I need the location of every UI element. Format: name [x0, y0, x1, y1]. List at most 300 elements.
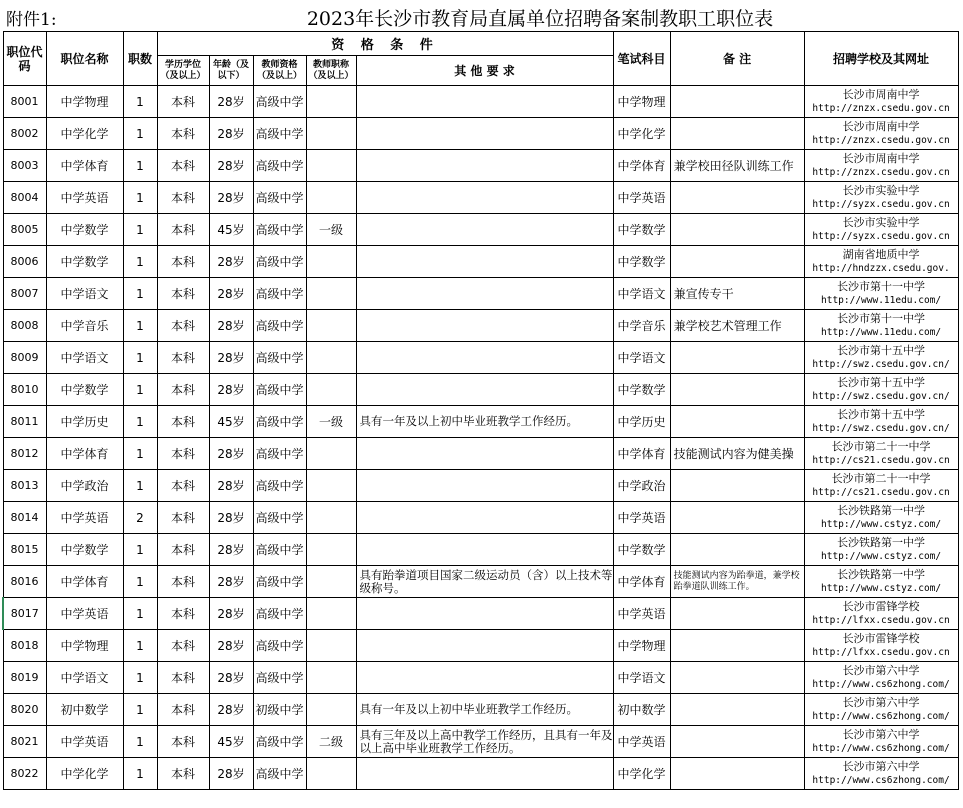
cell-title-rank: 一级 [306, 406, 356, 438]
table-row [3, 118, 958, 150]
cell-remark [670, 182, 804, 214]
cell-teacher-cert: 高级中学 [253, 182, 306, 214]
cell-school [804, 566, 958, 598]
cell-degree: 本科 [157, 726, 209, 758]
cell-exam: 中学数学 [613, 214, 670, 246]
cell-school [804, 86, 958, 118]
header-title-rank: 教师职称（及以上） [306, 56, 356, 86]
school-name: 长沙市实验中学 [842, 215, 920, 229]
table-row [3, 150, 958, 182]
cell-other: 具有一年及以上初中毕业班教学工作经历。 [356, 406, 613, 438]
cell-name: 中学音乐 [46, 310, 123, 342]
cell-remark: 兼学校艺术管理工作 [670, 310, 804, 342]
cell-count: 2 [123, 502, 157, 534]
cell-school [804, 470, 958, 502]
cell-remark [670, 726, 804, 758]
school-url: http://www.cs6zhong.com/ [812, 710, 950, 722]
cell-other [356, 150, 613, 182]
header-count: 职数 [123, 32, 157, 86]
cell-other [356, 374, 613, 406]
cell-title-rank [306, 598, 356, 630]
cell-name: 中学数学 [46, 534, 123, 566]
school-url: http://syzx.csedu.gov.cn [812, 198, 950, 210]
header-exam: 笔试科目 [613, 32, 670, 86]
table-row [3, 758, 958, 790]
header-name: 职位名称 [46, 32, 123, 86]
cell-exam: 中学英语 [613, 726, 670, 758]
cell-count: 1 [123, 470, 157, 502]
cell-name: 中学数学 [46, 214, 123, 246]
cell-code: 8017 [3, 598, 46, 630]
cell-count: 1 [123, 726, 157, 758]
school-url: http://www.cstyz.com/ [821, 518, 942, 530]
school-url: http://www.11edu.com/ [821, 326, 942, 338]
school-name: 长沙市第十一中学 [837, 279, 926, 293]
table-row [3, 726, 958, 758]
cell-name: 中学物理 [46, 630, 123, 662]
cell-age: 28岁 [209, 662, 253, 694]
cell-title-rank [306, 758, 356, 790]
cell-other: 具有三年及以上高中教学工作经历，且具有一年及以上高中毕业班教学工作经历。 [356, 726, 613, 758]
cell-other [356, 534, 613, 566]
cell-age: 28岁 [209, 438, 253, 470]
cell-remark: 兼宣传专干 [670, 278, 804, 310]
school-name: 长沙市第六中学 [842, 663, 920, 677]
cell-exam: 中学语文 [613, 278, 670, 310]
school-url: http://www.cstyz.com/ [821, 550, 942, 562]
school-url: http://cs21.csedu.gov.cn [812, 454, 950, 466]
cell-count: 1 [123, 118, 157, 150]
cell-exam: 中学语文 [613, 342, 670, 374]
cell-teacher-cert: 高级中学 [253, 470, 306, 502]
cell-name: 中学体育 [46, 566, 123, 598]
cell-name: 中学数学 [46, 374, 123, 406]
table-row [3, 214, 958, 246]
page-title: 2023年长沙市教育局直属单位招聘备案制教职工职位表 [306, 8, 774, 30]
cell-code: 8009 [3, 342, 46, 374]
cell-age: 28岁 [209, 374, 253, 406]
cell-other [356, 182, 613, 214]
table-row [3, 246, 958, 278]
table-row [3, 630, 958, 662]
cell-degree: 本科 [157, 406, 209, 438]
cell-code: 8002 [3, 118, 46, 150]
cell-other [356, 342, 613, 374]
cell-exam: 中学英语 [613, 502, 670, 534]
school-name: 长沙市实验中学 [842, 183, 920, 197]
cell-exam: 中学英语 [613, 182, 670, 214]
cell-title-rank [306, 118, 356, 150]
school-name: 长沙市周南中学 [842, 151, 920, 165]
cell-exam: 中学英语 [613, 598, 670, 630]
table-row [3, 342, 958, 374]
table-row [3, 374, 958, 406]
school-url: http://swz.csedu.gov.cn/ [812, 390, 950, 402]
cell-code: 8022 [3, 758, 46, 790]
cell-code: 8015 [3, 534, 46, 566]
cell-age: 28岁 [209, 470, 253, 502]
cell-count: 1 [123, 758, 157, 790]
school-name: 长沙市第十一中学 [837, 311, 926, 325]
cell-count: 1 [123, 534, 157, 566]
school-url: http://www.cstyz.com/ [821, 582, 942, 594]
cell-degree: 本科 [157, 662, 209, 694]
cell-degree: 本科 [157, 214, 209, 246]
cell-age: 28岁 [209, 758, 253, 790]
cell-remark [670, 246, 804, 278]
cell-exam: 中学历史 [613, 406, 670, 438]
cell-title-rank [306, 470, 356, 502]
cell-count: 1 [123, 214, 157, 246]
cell-teacher-cert: 高级中学 [253, 246, 306, 278]
cell-teacher-cert: 高级中学 [253, 310, 306, 342]
cell-code: 8006 [3, 246, 46, 278]
cell-title-rank [306, 278, 356, 310]
cell-name: 中学语文 [46, 662, 123, 694]
cell-remark [670, 662, 804, 694]
cell-count: 1 [123, 150, 157, 182]
header-code: 职位代码 [3, 32, 46, 86]
cell-count: 1 [123, 662, 157, 694]
cell-code: 8003 [3, 150, 46, 182]
cell-code: 8014 [3, 502, 46, 534]
school-name: 长沙市第十五中学 [837, 343, 926, 357]
table-row [3, 470, 958, 502]
table-row [3, 182, 958, 214]
cell-code: 8013 [3, 470, 46, 502]
cell-title-rank: 二级 [306, 726, 356, 758]
cell-school [804, 246, 958, 278]
cell-title-rank [306, 502, 356, 534]
school-name: 长沙铁路第一中学 [837, 503, 926, 517]
cell-code: 8004 [3, 182, 46, 214]
cell-school [804, 406, 958, 438]
cell-remark [670, 342, 804, 374]
header-remark: 备 注 [670, 32, 804, 86]
school-name: 湖南省地质中学 [842, 247, 920, 261]
table-row [3, 534, 958, 566]
cell-title-rank [306, 630, 356, 662]
cell-age: 45岁 [209, 214, 253, 246]
cell-age: 28岁 [209, 630, 253, 662]
cell-exam: 中学数学 [613, 534, 670, 566]
cell-other [356, 214, 613, 246]
cell-name: 中学政治 [46, 470, 123, 502]
cell-degree: 本科 [157, 630, 209, 662]
cell-other [356, 470, 613, 502]
cell-remark [670, 694, 804, 726]
positions-table [2, 31, 959, 790]
cell-remark: 技能测试内容为跆拳道，兼学校跆拳道队训练工作。 [670, 566, 804, 598]
cell-exam: 中学体育 [613, 566, 670, 598]
school-name: 长沙市第六中学 [842, 727, 920, 741]
school-name: 长沙铁路第一中学 [837, 535, 926, 549]
school-name: 长沙市雷锋学校 [842, 631, 920, 645]
cell-title-rank [306, 182, 356, 214]
cell-school [804, 502, 958, 534]
cell-school [804, 662, 958, 694]
cell-name: 中学物理 [46, 86, 123, 118]
title-bar [0, 0, 963, 31]
cell-name: 中学英语 [46, 182, 123, 214]
cell-teacher-cert: 高级中学 [253, 534, 306, 566]
cell-count: 1 [123, 374, 157, 406]
cell-age: 28岁 [209, 566, 253, 598]
cell-degree: 本科 [157, 310, 209, 342]
cell-name: 中学语文 [46, 278, 123, 310]
cell-code: 8012 [3, 438, 46, 470]
cell-teacher-cert: 初级中学 [253, 694, 306, 726]
cell-title-rank [306, 342, 356, 374]
cell-code: 8021 [3, 726, 46, 758]
cell-degree: 本科 [157, 182, 209, 214]
cell-exam: 中学音乐 [613, 310, 670, 342]
cell-code: 8007 [3, 278, 46, 310]
cell-other [356, 662, 613, 694]
cell-title-rank [306, 694, 356, 726]
cell-teacher-cert: 高级中学 [253, 630, 306, 662]
cell-exam: 中学语文 [613, 662, 670, 694]
cell-other: 具有一年及以上初中毕业班教学工作经历。 [356, 694, 613, 726]
cell-remark: 技能测试内容为健美操 [670, 438, 804, 470]
cell-exam: 中学体育 [613, 150, 670, 182]
cell-teacher-cert: 高级中学 [253, 598, 306, 630]
cell-count: 1 [123, 86, 157, 118]
school-url: http://cs21.csedu.gov.cn [812, 486, 950, 498]
cell-remark [670, 406, 804, 438]
cell-name: 中学化学 [46, 758, 123, 790]
cell-title-rank: 一级 [306, 214, 356, 246]
cell-name: 中学语文 [46, 342, 123, 374]
cell-teacher-cert: 高级中学 [253, 374, 306, 406]
school-url: http://lfxx.csedu.gov.cn [812, 614, 950, 626]
cell-title-rank [306, 534, 356, 566]
header-other: 其 他 要 求 [356, 56, 613, 86]
cell-title-rank [306, 438, 356, 470]
cell-other [356, 86, 613, 118]
cell-teacher-cert: 高级中学 [253, 278, 306, 310]
cell-degree: 本科 [157, 758, 209, 790]
cell-school [804, 598, 958, 630]
header-degree: 学历学位（及以上） [157, 56, 209, 86]
cell-age: 28岁 [209, 118, 253, 150]
cell-age: 45岁 [209, 726, 253, 758]
cell-name: 中学历史 [46, 406, 123, 438]
cell-code: 8005 [3, 214, 46, 246]
cell-school [804, 150, 958, 182]
school-url: http://swz.csedu.gov.cn/ [812, 422, 950, 434]
header-teacher-cert: 教师资格（及以上） [253, 56, 306, 86]
cell-teacher-cert: 高级中学 [253, 214, 306, 246]
cell-remark [670, 502, 804, 534]
school-name: 长沙市第六中学 [842, 695, 920, 709]
cell-school [804, 118, 958, 150]
cell-school [804, 694, 958, 726]
school-name: 长沙市周南中学 [842, 87, 920, 101]
cell-age: 28岁 [209, 694, 253, 726]
table-row [3, 662, 958, 694]
cell-code: 8020 [3, 694, 46, 726]
school-name: 长沙市第十五中学 [837, 407, 926, 421]
cell-teacher-cert: 高级中学 [253, 758, 306, 790]
cell-code: 8018 [3, 630, 46, 662]
school-url: http://www.cs6zhong.com/ [812, 678, 950, 690]
cell-age: 28岁 [209, 502, 253, 534]
cell-age: 28岁 [209, 278, 253, 310]
cell-exam: 中学体育 [613, 438, 670, 470]
table-row [3, 438, 958, 470]
cell-count: 1 [123, 278, 157, 310]
cell-degree: 本科 [157, 342, 209, 374]
cell-degree: 本科 [157, 118, 209, 150]
cell-teacher-cert: 高级中学 [253, 150, 306, 182]
cell-remark [670, 758, 804, 790]
header-school: 招聘学校及其网址 [804, 32, 958, 86]
cell-title-rank [306, 662, 356, 694]
cell-title-rank [306, 86, 356, 118]
cell-other [356, 310, 613, 342]
school-url: http://swz.csedu.gov.cn/ [812, 358, 950, 370]
cell-teacher-cert: 高级中学 [253, 726, 306, 758]
cell-school [804, 758, 958, 790]
table-row [3, 406, 958, 438]
cell-age: 28岁 [209, 342, 253, 374]
cell-remark: 兼学校田径队训练工作 [670, 150, 804, 182]
cell-exam: 中学物理 [613, 86, 670, 118]
school-url: http://lfxx.csedu.gov.cn [812, 646, 950, 658]
cell-title-rank [306, 150, 356, 182]
cell-count: 1 [123, 310, 157, 342]
cell-degree: 本科 [157, 86, 209, 118]
cell-degree: 本科 [157, 150, 209, 182]
cell-age: 28岁 [209, 150, 253, 182]
school-name: 长沙市第十五中学 [837, 375, 926, 389]
cell-name: 中学英语 [46, 726, 123, 758]
school-url: http://hndzzx.csedu.gov. [812, 262, 950, 274]
cell-remark [670, 470, 804, 502]
cell-age: 28岁 [209, 182, 253, 214]
cell-other: 具有跆拳道项目国家二级运动员（含）以上技术等级称号。 [356, 566, 613, 598]
cell-degree: 本科 [157, 438, 209, 470]
cell-teacher-cert: 高级中学 [253, 566, 306, 598]
cell-degree: 本科 [157, 246, 209, 278]
cell-title-rank [306, 374, 356, 406]
cell-degree: 本科 [157, 694, 209, 726]
school-name: 长沙市雷锋学校 [842, 599, 920, 613]
cell-teacher-cert: 高级中学 [253, 118, 306, 150]
cell-school [804, 214, 958, 246]
table-row [3, 310, 958, 342]
cell-count: 1 [123, 342, 157, 374]
cell-name: 中学英语 [46, 598, 123, 630]
cell-count: 1 [123, 630, 157, 662]
header-qualifications: 资 格 条 件 [157, 32, 613, 56]
school-url: http://znzx.csedu.gov.cn [812, 102, 950, 114]
cell-school [804, 438, 958, 470]
cell-degree: 本科 [157, 278, 209, 310]
cell-remark [670, 214, 804, 246]
cell-remark [670, 630, 804, 662]
cell-other [356, 246, 613, 278]
cell-age: 28岁 [209, 86, 253, 118]
cell-remark [670, 598, 804, 630]
table-row [3, 502, 958, 534]
cell-code: 8010 [3, 374, 46, 406]
cell-remark [670, 534, 804, 566]
cell-teacher-cert: 高级中学 [253, 438, 306, 470]
school-name: 长沙市周南中学 [842, 119, 920, 133]
table-row [3, 86, 958, 118]
school-url: http://www.cs6zhong.com/ [812, 774, 950, 786]
cell-name: 中学体育 [46, 438, 123, 470]
cell-school [804, 182, 958, 214]
cell-other [356, 118, 613, 150]
cell-teacher-cert: 高级中学 [253, 662, 306, 694]
cell-remark [670, 86, 804, 118]
cell-code: 8011 [3, 406, 46, 438]
cell-remark [670, 118, 804, 150]
cell-school [804, 342, 958, 374]
cell-remark [670, 374, 804, 406]
cell-name: 中学英语 [46, 502, 123, 534]
cell-count: 1 [123, 182, 157, 214]
school-url: http://www.11edu.com/ [821, 294, 942, 306]
cell-degree: 本科 [157, 598, 209, 630]
cell-code: 8001 [3, 86, 46, 118]
cell-degree: 本科 [157, 566, 209, 598]
table-row [3, 598, 958, 630]
school-name: 长沙市第二十一中学 [831, 439, 931, 453]
cell-code: 8008 [3, 310, 46, 342]
school-name: 长沙市第二十一中学 [831, 471, 931, 485]
annex-label: 附件1: [6, 10, 57, 30]
cell-teacher-cert: 高级中学 [253, 502, 306, 534]
cell-count: 1 [123, 598, 157, 630]
cell-exam: 中学化学 [613, 758, 670, 790]
table-row [3, 566, 958, 598]
cell-name: 中学数学 [46, 246, 123, 278]
header-age: 年龄（及以下） [209, 56, 253, 86]
school-url: http://www.cs6zhong.com/ [812, 742, 950, 754]
cell-school [804, 310, 958, 342]
cell-title-rank [306, 310, 356, 342]
cell-name: 中学体育 [46, 150, 123, 182]
cell-exam: 中学物理 [613, 630, 670, 662]
cell-age: 28岁 [209, 246, 253, 278]
cell-age: 28岁 [209, 310, 253, 342]
cell-degree: 本科 [157, 374, 209, 406]
cell-other [356, 630, 613, 662]
cell-title-rank [306, 246, 356, 278]
cell-code: 8019 [3, 662, 46, 694]
cell-title-rank [306, 566, 356, 598]
cell-count: 1 [123, 406, 157, 438]
cell-school [804, 726, 958, 758]
cell-age: 28岁 [209, 598, 253, 630]
cell-school [804, 278, 958, 310]
cell-count: 1 [123, 566, 157, 598]
cell-name: 中学化学 [46, 118, 123, 150]
cell-school [804, 630, 958, 662]
cell-age: 45岁 [209, 406, 253, 438]
cell-school [804, 374, 958, 406]
cell-count: 1 [123, 438, 157, 470]
school-url: http://syzx.csedu.gov.cn [812, 230, 950, 242]
school-name: 长沙市第六中学 [842, 759, 920, 773]
cell-count: 1 [123, 246, 157, 278]
cell-exam: 中学数学 [613, 374, 670, 406]
cell-school [804, 534, 958, 566]
